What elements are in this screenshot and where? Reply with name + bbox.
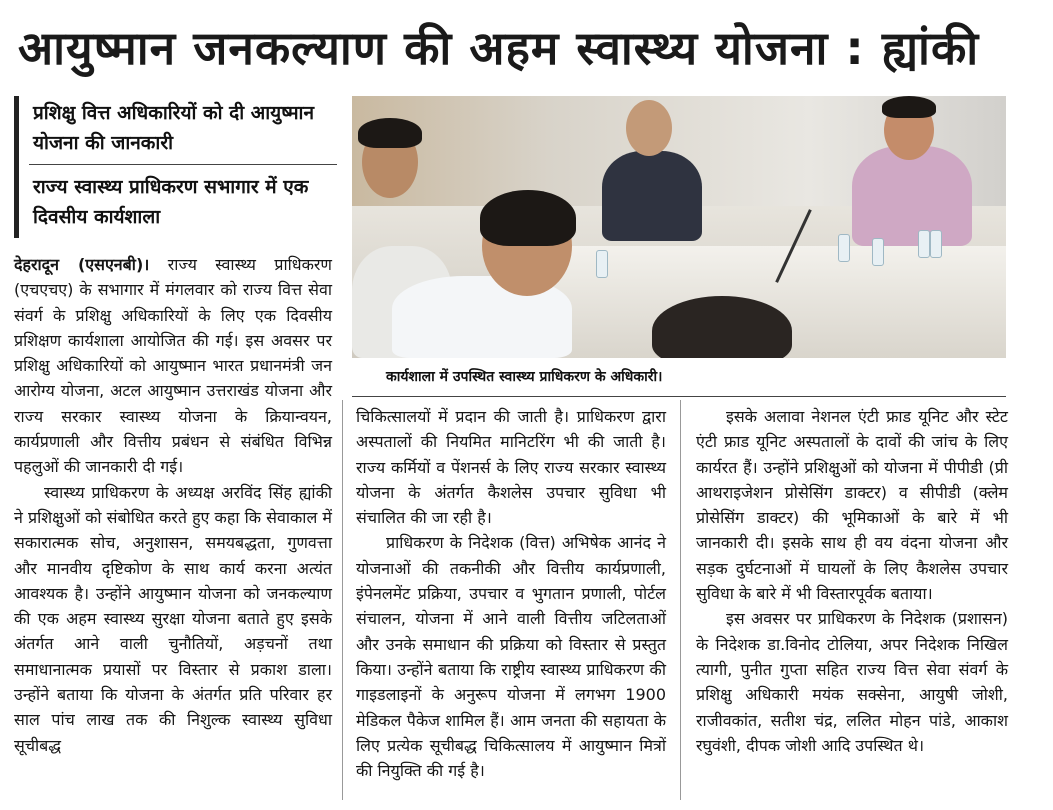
article-column-3 — [696, 404, 1008, 800]
photo-bottle — [872, 238, 884, 266]
article-paragraph: स्वास्थ्य प्राधिकरण के अध्यक्ष अरविंद सिंह ह्यांकी ने प्रशिक्षुओं को संबोधित करते हुए कहा कि सेवाकाल में सकारात्मक सोच, अनुशासन, समयबद्धता, गुणवत्ता और मानवीय दृष्टिकोण के साथ कार्य करना अत्यंत आवश्यक है। उन्होंने आयुष्मान योजना को जनकल्याण की एक अहम स्वास्थ्य सुरक्षा योजना बताते हुए इसके अंतर्गत आने वाली चुनौतियों, अड़चनों तथा समाधानात्मक प्रयासों पर विस्तार से प्रकाश डाला। उन्होंने बताया कि योजना के अंतर्गत प्रति परिवार हर साल पांच लाख तक की निशुल्क स्वास्थ्य सुविधा सूचीबद्ध — [14, 482, 332, 755]
subheading-divider — [29, 164, 337, 165]
photo-bottle — [596, 250, 608, 278]
photo-hair-center — [480, 190, 576, 246]
article-text: राज्य स्वास्थ्य प्राधिकरण (एचएचए) के सभागार में मंगलवार को राज्य वित्त सेवा संवर्ग के प्रशिक्षु अधिकारियों के लिए एक दिवसीय प्रशिक्षण कार्यशाला आयोजित की गई। इस अवसर पर प्रशिक्षु अधिकारियों को आयुष्मान भारत प्रधानमंत्री जन आरोग्य योजना, अटल आयुष्मान उत्तराखंड योजना और राज्य सरकार स्वास्थ्य योजना के क्रियान्वयन, कार्यप्रणाली और वित्तीय प्रबंधन से संबंधित विभिन्न पहलुओं की जानकारी दी गई। — [14, 255, 332, 477]
article-paragraph: प्राधिकरण के निदेशक (वित्त) अभिषेक आनंद ने योजनाओं की तकनीकी और वित्तीय कार्यप्रणाली, इंपेनलमेंट प्रक्रिया, उपचार व भुगतान प्रणाली, पोर्टल संचालन, योजना में आने वाली वित्तीय जटिलताओं और उनके समाधान की प्रक्रिया को विस्तार से प्रस्तुत किया। उन्होंने बताया कि राष्ट्रीय स्वास्थ्य प्राधिकरण की गाइडलाइनों के अनुरूप योजना में लगभग 1900 मेडिकल पैकेज शामिल हैं। आम जनता की सहायता के लिए प्रत्येक सूचीबद्ध चिकित्सालय में आयुष्मान मित्रों की नियुक्ति की गई है। — [356, 533, 666, 781]
article-column-2 — [356, 404, 666, 800]
photo-head-bottom — [652, 296, 792, 358]
column-divider — [342, 400, 343, 800]
article-paragraph: चिकित्सालयों में प्रदान की जाती है। प्राधिकरण द्वारा अस्पतालों की नियमित मानिटरिंग भी की जाती है। राज्य कर्मियों व पेंशनर्स के लिए राज्य सरकार स्वास्थ्य योजना के अंतर्गत कैशलेस उपचार सुविधा भी संचालित की जा रही है। — [356, 407, 666, 528]
caption-divider — [352, 396, 1006, 397]
dateline: देहरादून (एसएनबी)। — [14, 255, 150, 274]
headline: आयुष्मान जनकल्याण की अहम स्वास्थ्य योजना : ह्यांकी — [18, 21, 980, 75]
article-paragraph: इस अवसर पर प्राधिकरण के निदेशक (प्रशासन) के निदेशक डा.विनोद टोलिया, अपर निदेशक निखिल त्यागी, पुनीत गुप्ता सहित राज्य वित्त सेवा संवर्ग के प्रशिक्षु अधिकारी मयंक सक्सेना, आयुषी जोशी, राजीवकांत, सतीश चंद्र, ललित मोहन पांडे, आकाश रघुवंशी, दीपक जोशी आदि उपस्थित थे। — [696, 609, 1008, 755]
news-photo — [352, 96, 1006, 358]
photo-hair-right — [882, 96, 936, 118]
photo-bottle — [930, 230, 942, 258]
photo-head-middle — [626, 100, 672, 156]
photo-hair-left — [358, 118, 422, 148]
photo-caption: कार्यशाला में उपस्थित स्वास्थ्य प्राधिकरण के अधिकारी। — [386, 369, 663, 385]
photo-person-right — [852, 146, 972, 246]
article-column-1 — [14, 252, 332, 800]
subheading-1: प्रशिक्षु वित्त अधिकारियों को दी आयुष्मान योजना की जानकारी — [33, 102, 315, 154]
article-paragraph — [14, 252, 332, 480]
photo-person-middle — [602, 151, 702, 241]
subheading-block — [14, 96, 337, 238]
column-divider — [680, 400, 681, 800]
subheading-2: राज्य स्वास्थ्य प्राधिकरण सभागार में एक दिवसीय कार्यशाला — [33, 176, 309, 228]
photo-bottle — [918, 230, 930, 258]
article-paragraph: इसके अलावा नेशनल एंटी फ्राड यूनिट और स्टेट एंटी फ्राड यूनिट अस्पतालों के दावों की जांच के लिए कार्यरत हैं। उन्होंने प्रशिक्षुओं को योजना में पीपीडी (प्री आथराइजेशन प्रोसेसिंग डाक्टर) व सीपीडी (क्लेम प्रोसेसिंग डाक्टर) की भूमिकाओं के बारे में भी जानकारी दी। इसके साथ ही वय वंदना योजना और सड़क दुर्घटनाओं में घायलों के लिए कैशलेस उपचार सुविधा के बारे में भी विस्तारपूर्वक बताया। — [696, 407, 1008, 604]
photo-bottle — [838, 234, 850, 262]
